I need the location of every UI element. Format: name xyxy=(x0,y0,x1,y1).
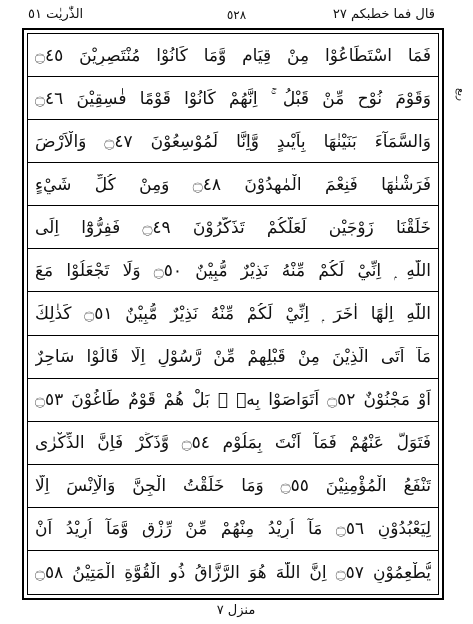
margin-rub-marker: ربع xyxy=(455,88,466,101)
line-text: وَالسَّمَآءَ بَنَيْنٰهَا بِاَيْىدٍ وَّاِنَّا لَمُوْسِعُوْنَ ۝٤٧ وَالْاَرْضَ xyxy=(35,131,431,152)
line-text: تَنْفَعُ الْمُؤْمِنِيْنَ ۝٥٥ وَمَا خَلَقْتُ الْجِنَّ وَالْاِنْسَ اِلَّا xyxy=(35,476,431,497)
line-text: اللّٰهِ ۭ اِنِّيْ لَكُمْ مِّنْهُ نَذِيْرٌ مُّبِيْنٌ ۝٥٠ وَلَا تَجْعَلُوْا مَعَ xyxy=(35,260,431,281)
text-line xyxy=(28,292,438,335)
text-line xyxy=(28,422,438,465)
line-text: وَقَوْمَ نُوْحٍ مِّنْ قَبْلُ ۚ اِنَّهُمْ كَانُوْا قَوْمًا فٰسِقِيْنَ ۝٤٦ xyxy=(35,88,431,109)
text-line xyxy=(28,163,438,206)
text-line xyxy=(28,77,438,120)
text-line xyxy=(28,336,438,379)
line-text: فَتَوَلَّ عَنْهُمْ فَمَآ اَنْتَ بِمَلُوْمٍ ۝٥٤ وَّذَكِّرْ فَاِنَّ الذِّكْرٰى xyxy=(35,433,431,454)
line-text: فَمَا اسْتَطَاعُوْا مِنْ قِيَامٍ وَّمَا كَانُوْا مُنْتَصِرِيْنَ ۝٤٥ xyxy=(35,45,431,66)
page-number: ٥٢٨ xyxy=(226,8,247,22)
line-text: خَلَقْنَا زَوْجَيْنِ لَعَلَّكُمْ تَذَكَّرُوْنَ ۝٤٩ فَفِرُّوْٓا اِلَى xyxy=(35,217,431,238)
text-line xyxy=(28,249,438,292)
text-line xyxy=(28,379,438,422)
para-name-header: قال فما خطبكم ٢٧ xyxy=(332,7,435,22)
manzil-footer: منزل ٧ xyxy=(216,603,256,618)
line-text: لِيَعْبُدُوْنِ ۝٥٦ مَآ اُرِيْدُ مِنْهُمْ مِّنْ رِّزْقٍ وَّمَآ اُرِيْدُ اَنْ xyxy=(35,519,431,540)
text-line xyxy=(28,34,438,77)
line-text: مَآ اَتَى الَّذِيْنَ مِنْ قَبْلِهِمْ مِّنْ رَّسُوْلٍ اِلَّا قَالُوْا سَاحِرٌ xyxy=(35,346,431,367)
text-line xyxy=(28,465,438,508)
text-line xyxy=(28,508,438,551)
text-line xyxy=(28,206,438,249)
surah-name-header: الذّٰريٰت ٥١ xyxy=(28,7,84,22)
line-text: اَوْ مَجْنُوْنٌ ۝٥٢ اَتَوَاصَوْا بِهٖ ۚ بَلْ هُمْ قَوْمٌ طَاغُوْنَ ۝٥٣ xyxy=(35,390,431,411)
line-text: اللّٰهِ اِلٰهًا اٰخَرَ ۭ اِنِّيْ لَكُمْ مِّنْهُ نَذِيْرٌ مُّبِيْنٌ ۝٥١ كَذٰلِكَ xyxy=(35,303,431,324)
line-text: يُّطْعِمُوْنِ ۝٥٧ اِنَّ اللّٰهَ هُوَ الرَّزَّاقُ ذُو الْقُوَّةِ الْمَتِيْنُ ۝٥٨ xyxy=(35,562,431,583)
text-lines xyxy=(28,34,438,594)
text-line xyxy=(28,551,438,594)
line-text: فَرَشْنٰهَا فَنِعْمَ الْمٰهِدُوْنَ ۝٤٨ وَمِنْ كُلِّ شَيْءٍ xyxy=(35,174,431,195)
text-line xyxy=(28,120,438,163)
